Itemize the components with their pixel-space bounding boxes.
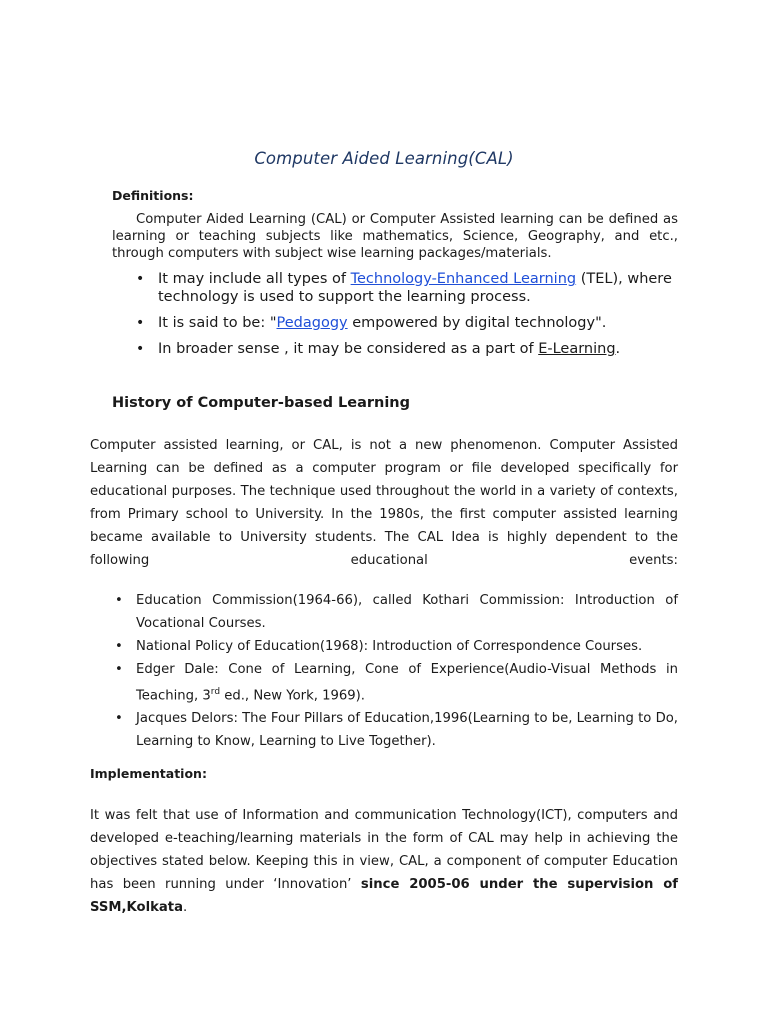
definition-bullet: • It is said to be: "Pedagogy empowered by digital technology". bbox=[136, 314, 696, 332]
implementation-bold-text: since 2005-06 under the supervision of SSM,Kolkata bbox=[90, 877, 678, 915]
history-event-item: • Jacques Delors: The Four Pillars of Education,1996(Learning to be, Learning to Do, Learning to Know, Learning to Live Together). bbox=[115, 707, 678, 753]
definitions-heading: Definitions: bbox=[112, 188, 194, 203]
history-event-item: • Edger Dale: Cone of Learning, Cone of Experience(Audio-Visual Methods in Teaching, 3rd ed., New York, 1969). bbox=[115, 658, 678, 707]
tel-link[interactable]: Technology-Enhanced Learning bbox=[350, 271, 577, 287]
history-event-item: • Education Commission(1964-66), called Kothari Commission: Introduction of Vocational Courses. bbox=[115, 589, 678, 635]
definition-bullet: • It may include all types of Technology-Enhanced Learning (TEL), where technology is used to support the learning process. bbox=[136, 270, 696, 306]
implementation-paragraph: It was felt that use of Information and communication Technology(ICT), computers and developed e-teaching/learning materials in the form of CAL may help in achieving the objectives stated below. Keeping this in view, CAL, a component of computer Education has been running under ‘Innovation’ since 2005-06 under the supervision of SSM,Kolkata. bbox=[90, 808, 678, 915]
document-title: Computer Aided Learning(CAL) bbox=[254, 149, 514, 168]
history-event-item: • National Policy of Education(1968): Introduction of Correspondence Courses. bbox=[115, 635, 678, 658]
implementation-heading: Implementation: bbox=[90, 766, 207, 781]
history-events-list bbox=[115, 589, 678, 753]
history-paragraph: Computer assisted learning, or CAL, is not a new phenomenon. Computer Assisted Learning can be defined as a computer program or file developed specifically for educational purposes. The technique used throughout the world in a variety of contexts, from Primary school to University. In the 1980s, the first computer assisted learning became available to University students. The CAL Idea is highly dependent to the following educational events: bbox=[90, 438, 678, 568]
history-heading: History of Computer-based Learning bbox=[112, 395, 411, 411]
e-learning-link[interactable]: E-Learning bbox=[538, 341, 616, 357]
pedagogy-link[interactable]: Pedagogy bbox=[276, 315, 348, 331]
definitions-bullet-list bbox=[136, 270, 696, 366]
definition-bullet: • In broader sense , it may be considered as a part of E-Learning. bbox=[136, 340, 696, 358]
definitions-paragraph: Computer Aided Learning (CAL) or Computer Assisted learning can be defined as learning or teaching subjects like mathematics, Science, Geography, and etc., through computers with subject wise learning packages/materials. bbox=[112, 212, 678, 261]
